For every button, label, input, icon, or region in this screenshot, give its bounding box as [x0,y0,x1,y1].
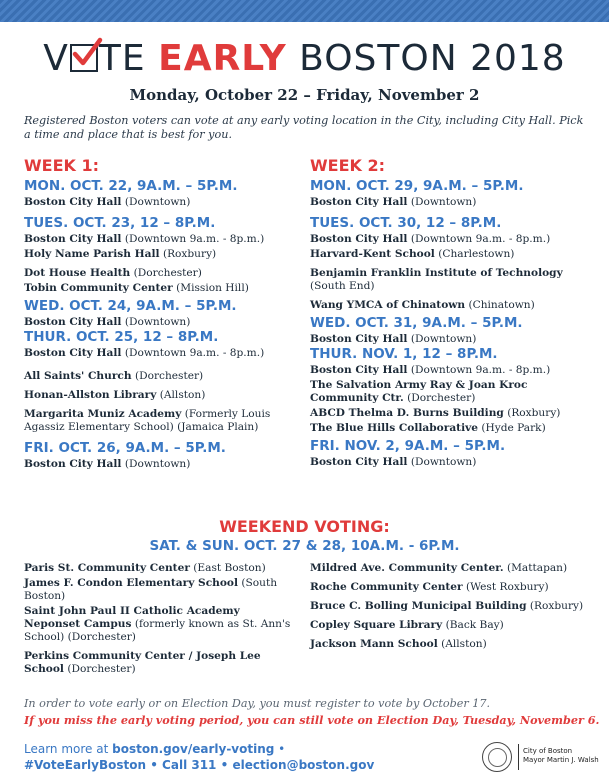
week1-heading: WEEK 1: [24,156,100,175]
title-early: EARLY [158,38,287,79]
location-item: Boston City Hall (Downtown) [24,458,191,470]
hashtag: #VoteEarlyBoston [24,758,147,772]
location-item: Roche Community Center (West Roxbury) [310,581,549,593]
learn-prefix: Learn more at [24,742,113,756]
location-item: Paris St. Community Center (East Boston) [24,562,266,574]
location-item: Boston City Hall (Downtown) [24,316,191,328]
location-item: Boston City Hall (Downtown 9a.m. - 8p.m.) [310,233,551,245]
location-item: Jackson Mann School (Allston) [310,638,487,650]
election-email-link[interactable]: election@boston.gov [232,758,375,772]
week2-heading: WEEK 2: [310,156,386,175]
location-item: James F. Condon Elementary School (South Boston) [24,577,278,602]
week2-column [310,156,590,469]
location-item: Perkins Community Center / Joseph Lee School (Dorchester) [24,650,261,675]
checkbox-o-icon [70,44,98,72]
location-item: Boston City Hall (Downtown) [310,333,477,345]
intro-text: Registered Boston voters can vote at any early voting location in the City, including City Hall. Pick a time and place that is best for you. [24,114,584,141]
title-te: TE [98,38,159,79]
week1-day-mon: MON. OCT. 22, 9A.M. – 5P.M. [24,178,238,194]
location-item: Copley Square Library (Back Bay) [310,619,504,631]
week1-day-thur: THUR. OCT. 25, 12 – 8P.M. [24,329,219,345]
call-311: Call 311 [162,758,217,772]
location-item: Bruce C. Bolling Municipal Building (Roxbury) [310,600,584,612]
weekend-left-column [24,560,299,676]
title-v: V [43,38,69,79]
week2-day-tues: TUES. OCT. 30, 12 – 8P.M. [310,215,502,231]
week1-column [24,156,299,471]
learn-more-block: Learn more at boston.gov/early-voting • #VoteEarlyBoston • Call 311 • election@boston.gov [24,742,375,772]
location-item: Boston City Hall (Downtown) [310,456,477,468]
week1-day-wed: WED. OCT. 24, 9A.M. – 5P.M. [24,298,237,314]
location-item: Mildred Ave. Community Center. (Mattapan) [310,562,568,574]
top-stripe-band [0,0,609,22]
early-voting-link[interactable]: boston.gov/early-voting [112,742,275,756]
location-item: Benjamin Franklin Institute of Technology (South End) [310,267,563,292]
seal-divider [518,744,519,770]
weekend-dates: SAT. & SUN. OCT. 27 & 28, 10A.M. - 6P.M. [149,538,460,554]
city-signature: City of Boston Mayor Martin J. Walsh [523,747,599,764]
election-day-note: If you miss the early voting period, you can still vote on Election Day, Tuesday, November 6. [24,713,600,727]
week2-day-thur: THUR. NOV. 1, 12 – 8P.M. [310,346,498,362]
location-item: Boston City Hall (Downtown 9a.m. - 8p.m.) [310,364,551,376]
location-item: All Saints' Church (Dorchester) [24,370,204,382]
location-item: Boston City Hall (Downtown) [310,196,477,208]
title-boston-2018: BOSTON 2018 [286,38,566,79]
location-item: The Salvation Army Ray & Joan Kroc Community Ctr. (Dorchester) [310,379,528,404]
location-item: Boston City Hall (Downtown) [24,196,191,208]
location-item: Dot House Health (Dorchester) [24,267,202,279]
week1-day-tues: TUES. OCT. 23, 12 – 8P.M. [24,215,216,231]
location-item: Honan-Allston Library (Allston) [24,389,206,401]
location-item: Boston City Hall (Downtown 9a.m. - 8p.m.) [24,347,265,359]
city-seal-icon [482,742,512,772]
location-item: Saint John Paul II Catholic Academy Neponset Campus (formerly known as St. Ann's School) (Dorchester) [24,605,291,643]
date-range-subtitle: Monday, October 22 – Friday, November 2 [129,86,480,104]
location-item: The Blue Hills Collaborative (Hyde Park) [310,422,546,434]
location-item: Tobin Community Center (Mission Hill) [24,282,249,294]
location-item: ABCD Thelma D. Burns Building (Roxbury) [310,407,561,419]
location-item: Holy Name Parish Hall (Roxbury) [24,248,217,260]
week2-day-wed: WED. OCT. 31, 9A.M. – 5P.M. [310,315,523,331]
week2-day-mon: MON. OCT. 29, 9A.M. – 5P.M. [310,178,524,194]
page-title [0,38,609,79]
location-item: Harvard-Kent School (Charlestown) [310,248,515,260]
weekend-right-column [310,560,590,651]
week2-day-fri: FRI. NOV. 2, 9A.M. – 5P.M. [310,438,506,454]
location-item: Margarita Muniz Academy (Formerly Louis Agassiz Elementary School) (Jamaica Plain) [24,408,271,433]
registration-note: In order to vote early or on Election Day, you must register to vote by October 17. [24,697,491,710]
weekend-heading: WEEKEND VOTING: [219,517,390,536]
location-item: Boston City Hall (Downtown 9a.m. - 8p.m.) [24,233,265,245]
week1-day-fri: FRI. OCT. 26, 9A.M. – 5P.M. [24,440,226,456]
location-item: Wang YMCA of Chinatown (Chinatown) [310,299,535,311]
